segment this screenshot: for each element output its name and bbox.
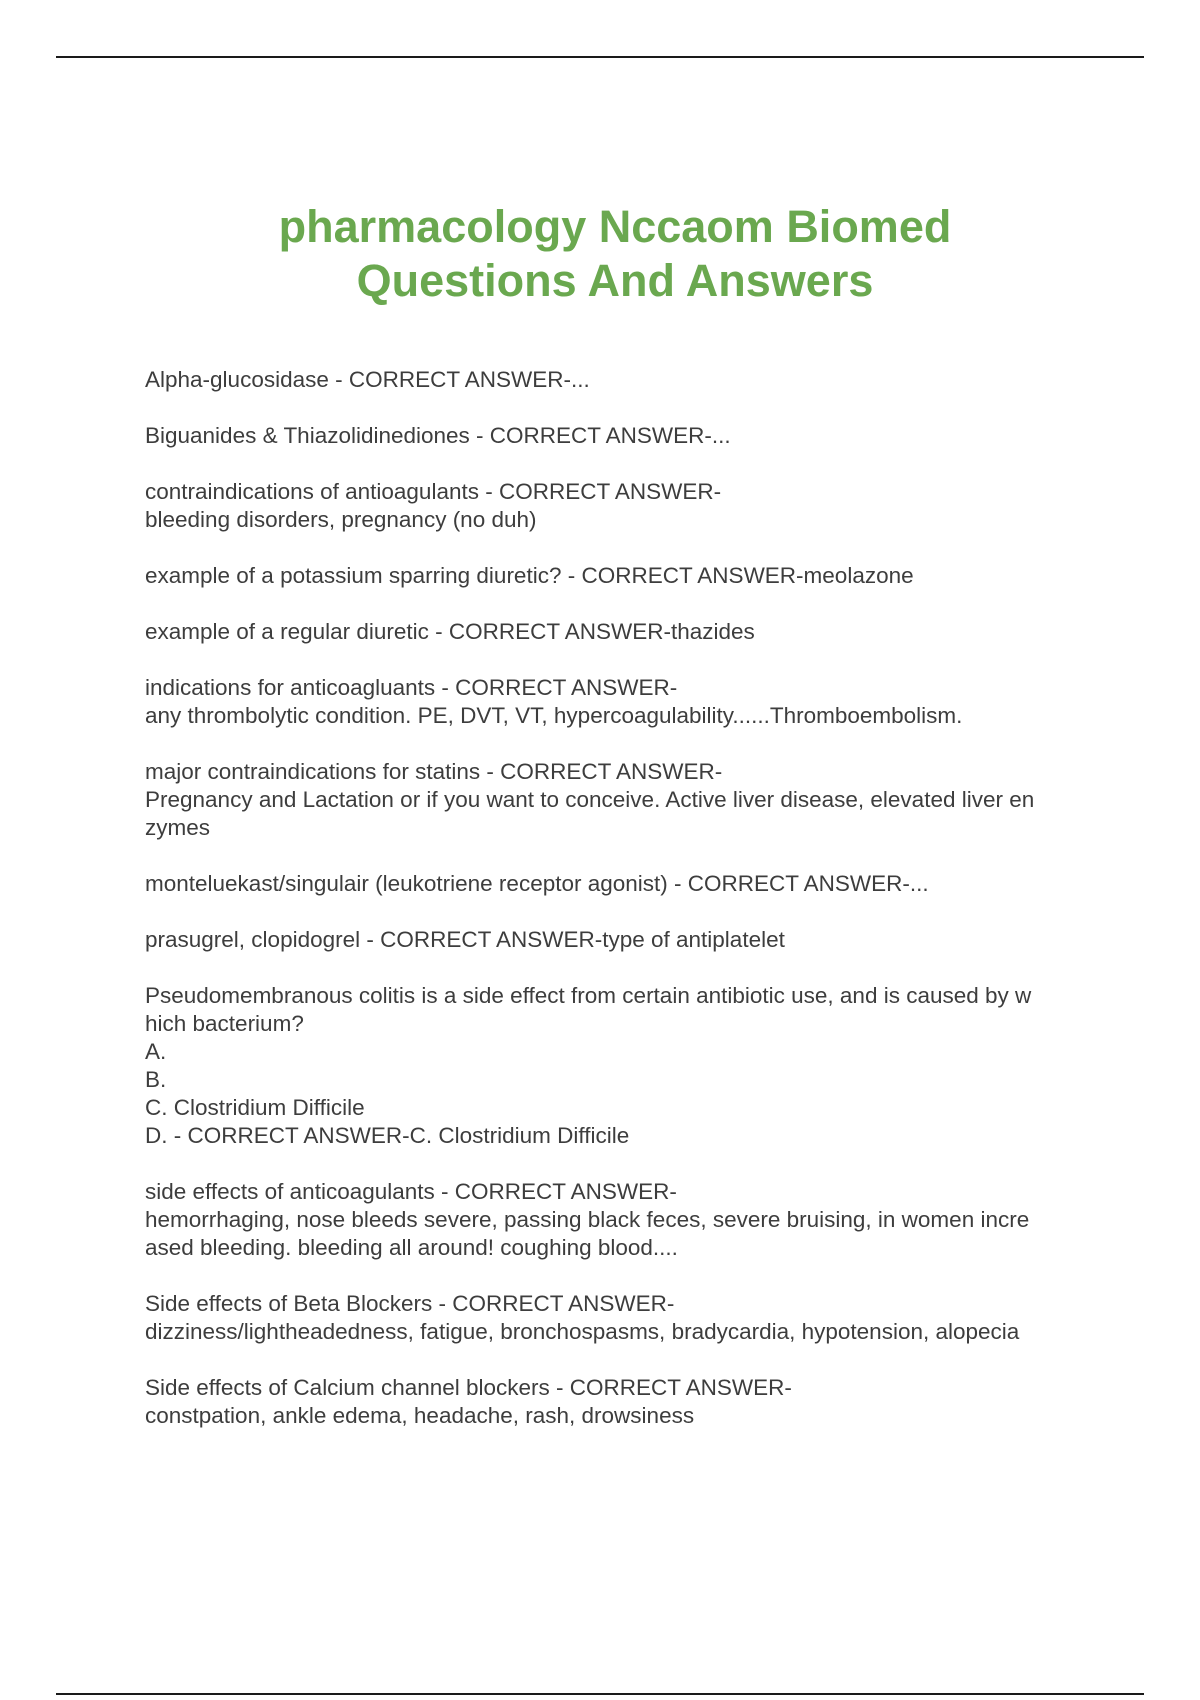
qa-item [145, 422, 1090, 450]
qa-line: constpation, ankle edema, headache, rash, drowsiness [145, 1403, 695, 1428]
qa-line: C. Clostridium Difficile [145, 1095, 365, 1120]
qa-list [145, 366, 1090, 1458]
qa-line: example of a potassium sparring diuretic? - CORRECT ANSWER-meolazone [145, 563, 914, 588]
qa-line: indications for anticoagluants - CORRECT ANSWER- [145, 675, 678, 700]
bottom-rule [56, 1693, 1144, 1695]
qa-line: hich bacterium? [145, 1011, 304, 1036]
qa-item [145, 1178, 1090, 1262]
qa-item [145, 618, 1090, 646]
qa-line: major contraindications for statins - CORRECT ANSWER- [145, 759, 723, 784]
qa-line: Alpha-glucosidase - CORRECT ANSWER-... [145, 367, 590, 392]
qa-line: any thrombolytic condition. PE, DVT, VT, hypercoagulability......Thromboembolism. [145, 703, 963, 728]
qa-item [145, 870, 1090, 898]
qa-line: Pregnancy and Lactation or if you want to conceive. Active liver disease, elevated liver en [145, 787, 1035, 812]
top-rule [56, 56, 1144, 58]
qa-item [145, 562, 1090, 590]
qa-line: prasugrel, clopidogrel - CORRECT ANSWER-type of antiplatelet [145, 927, 785, 952]
qa-item [145, 1290, 1090, 1346]
qa-line: zymes [145, 815, 211, 840]
qa-line: A. [145, 1039, 167, 1064]
qa-item [145, 758, 1090, 842]
qa-item [145, 366, 1090, 394]
qa-line: bleeding disorders, pregnancy (no duh) [145, 507, 537, 532]
qa-line: example of a regular diuretic - CORRECT ANSWER-thazides [145, 619, 755, 644]
qa-line: Side effects of Beta Blockers - CORRECT ANSWER- [145, 1291, 675, 1316]
qa-item [145, 674, 1090, 730]
qa-line: hemorrhaging, nose bleeds severe, passing black feces, severe bruising, in women incre [145, 1207, 1030, 1232]
qa-line: dizziness/lightheadedness, fatigue, bronchospasms, bradycardia, hypotension, alopecia [145, 1319, 1020, 1344]
qa-line: Biguanides & Thiazolidinediones - CORRECT ANSWER-... [145, 423, 731, 448]
qa-line: D. - CORRECT ANSWER-C. Clostridium Difficile [145, 1123, 630, 1148]
qa-item [145, 982, 1090, 1150]
title-line-2: Questions And Answers [356, 255, 874, 306]
qa-item [145, 478, 1090, 534]
qa-line: Pseudomembranous colitis is a side effect from certain antibiotic use, and is caused by w [145, 983, 1032, 1008]
qa-line: side effects of anticoagulants - CORRECT ANSWER- [145, 1179, 677, 1204]
qa-line: monteluekast/singulair (leukotriene receptor agonist) - CORRECT ANSWER-... [145, 871, 929, 896]
qa-item [145, 1374, 1090, 1430]
qa-line: contraindications of antioagulants - CORRECT ANSWER- [145, 479, 722, 504]
qa-line: Side effects of Calcium channel blockers - CORRECT ANSWER- [145, 1375, 792, 1400]
document-title [0, 200, 1200, 308]
qa-item [145, 926, 1090, 954]
title-line-1: pharmacology Nccaom Biomed [278, 201, 952, 252]
qa-line: ased bleeding. bleeding all around! coughing blood.... [145, 1235, 678, 1260]
qa-line: B. [145, 1067, 167, 1092]
